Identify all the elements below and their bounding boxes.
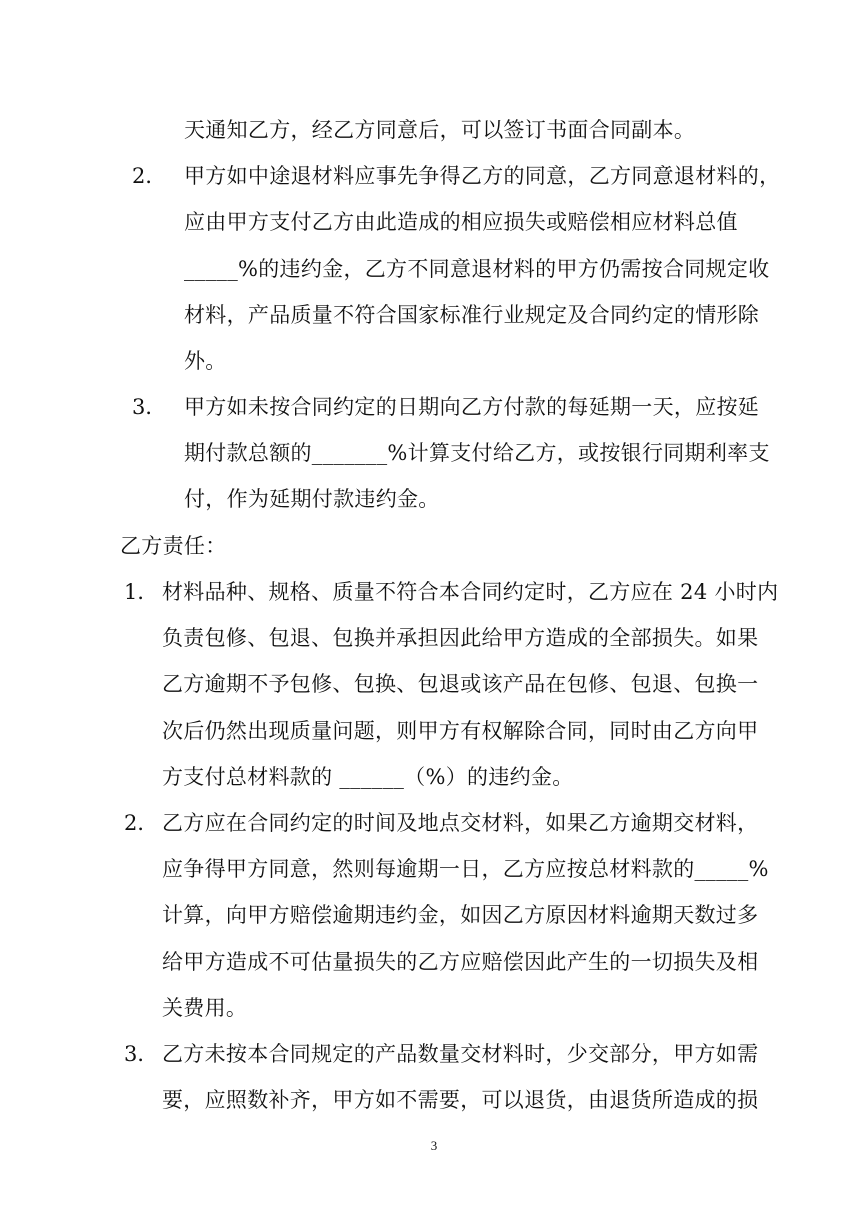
item-line: 方支付总材料款的 ______（%）的违约金。	[162, 765, 574, 789]
item-line: 应由甲方支付乙方由此造成的相应损失或赔偿相应材料总值	[184, 210, 738, 234]
page-number: 3	[430, 1138, 438, 1153]
item-line: 付，作为延期付款违约金。	[184, 487, 440, 511]
item-line: _____%的违约金，乙方不同意退材料的甲方仍需按合同规定收	[184, 257, 770, 281]
item-number: 3．	[124, 1042, 159, 1066]
item-line: 应争得甲方同意，然则每逾期一日，乙方应按总材料款的_____%	[162, 857, 769, 881]
item-line: 外。	[184, 349, 227, 373]
item-line: 次后仍然出现质量问题，则甲方有权解除合同，同时由乙方向甲	[162, 719, 759, 743]
item-line: 材料，产品质量不符合国家标准行业规定及合同约定的情形除	[184, 303, 760, 327]
item-line: 计算，向甲方赔偿逾期违约金，如因乙方原因材料逾期天数过多	[162, 903, 759, 927]
item-line: 乙方逾期不予包修、包换、包退或该产品在包修、包退、包换一	[162, 672, 759, 696]
item-line: 材料品种、规格、质量不符合本合同约定时，乙方应在 24 小时内	[162, 580, 779, 604]
item-number: 2．	[132, 164, 167, 188]
section-heading: 乙方责任：	[120, 534, 227, 558]
item-number: 3．	[132, 395, 167, 419]
item-line: 乙方应在合同约定的时间及地点交材料，如果乙方逾期交材料，	[162, 811, 759, 835]
item-line: 甲方如中途退材料应事先争得乙方的同意，乙方同意退材料的，	[184, 164, 781, 188]
item-number: 2．	[124, 811, 159, 835]
item-number: 1．	[124, 580, 159, 604]
item-line: 期付款总额的_______%计算支付给乙方，或按银行同期利率支	[184, 441, 770, 465]
item-line: 乙方未按本合同规定的产品数量交材料时，少交部分，甲方如需	[162, 1042, 759, 1066]
item-line: 甲方如未按合同约定的日期向乙方付款的每延期一天，应按延	[184, 395, 760, 419]
item-line: 负责包修、包退、包换并承担因此给甲方造成的全部损失。如果	[162, 626, 759, 650]
item-line: 给甲方造成不可估量损失的乙方应赔偿因此产生的一切损失及相	[162, 950, 759, 974]
item-line: 关费用。	[162, 996, 248, 1020]
continuation-line: 天通知乙方，经乙方同意后，可以签订书面合同副本。	[184, 118, 696, 142]
item-line: 要，应照数补齐，甲方如不需要，可以退货，由退货所造成的损	[162, 1088, 759, 1112]
